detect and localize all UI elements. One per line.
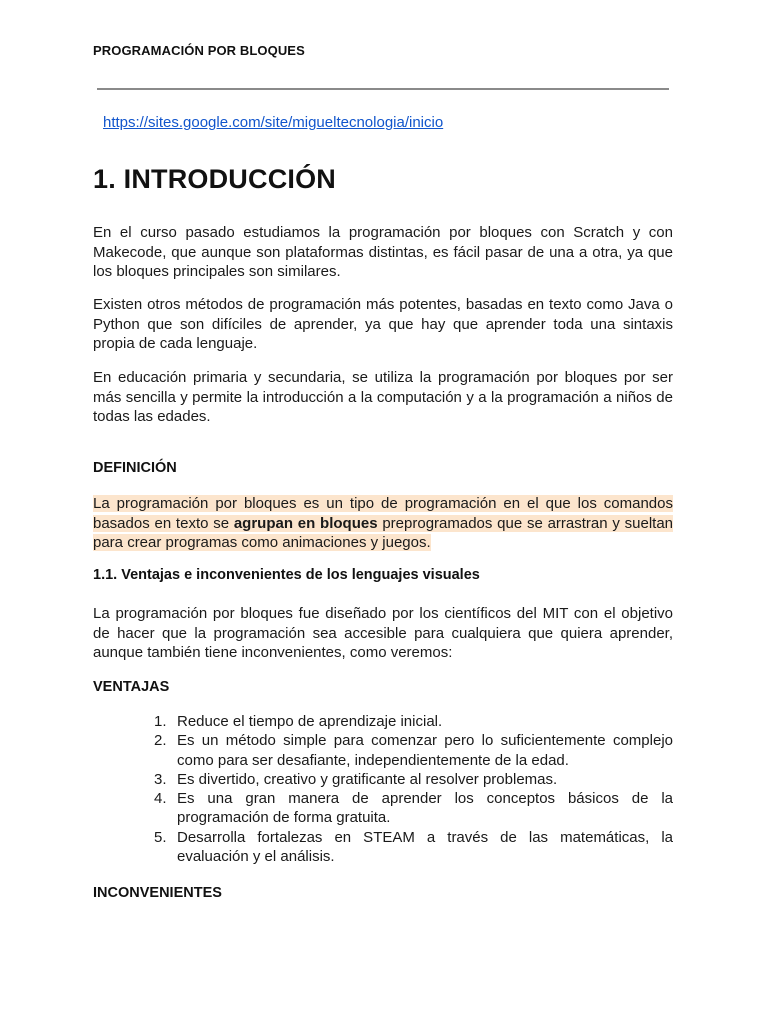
list-item-text: Reduce el tiempo de aprendizaje inicial. — [177, 713, 443, 730]
list-item-number: 5. — [154, 828, 167, 846]
subsection-paragraph: La programación por bloques fue diseñado por los científicos del MIT con el objetivo de hacer que la programación sea accesible para cualquiera que quiera aprender, aunque también tiene inconvenientes, como veremos: — [93, 605, 673, 661]
list-item-text: Es una gran manera de aprender los conceptos básicos de la programación de forma gratuita. — [177, 790, 673, 827]
page-header-title: PROGRAMACIÓN POR BLOQUES — [93, 43, 305, 58]
list-item-text: Es un método simple para comenzar pero lo suficientemente complejo como para ser desafiante, independientemente de la edad. — [177, 732, 673, 769]
inconvenientes-label: INCONVENIENTES — [93, 885, 222, 901]
definition-label: DEFINICIÓN — [93, 460, 177, 476]
list-item-number: 2. — [154, 732, 167, 750]
intro-paragraph-3: En educación primaria y secundaria, se utiliza la programación por bloques por ser más sencilla y permite la introducción a la computación y a la programación a niños de todas las edades. — [93, 369, 673, 425]
header-divider — [97, 88, 669, 90]
ventajas-list — [150, 712, 673, 866]
definition-text — [93, 494, 673, 553]
definition-text-after: preprogramados que se arrastran y sueltan para crear programas como animaciones y juegos. — [93, 514, 673, 551]
subsection-heading: 1.1. Ventajas e inconvenientes de los lenguajes visuales — [93, 567, 480, 583]
intro-paragraph-2: Existen otros métodos de programación más potentes, basadas en texto como Java o Python que son difíciles de aprender, ya que hay que aprender toda una sintaxis propia de cada lenguaje. — [93, 296, 673, 352]
list-item — [150, 828, 673, 867]
list-item-text: Es divertido, creativo y gratificante al resolver problemas. — [177, 770, 558, 788]
definition-text-before: La programación por bloques es un tipo de programación en el que los comandos basados en texto se — [93, 495, 673, 532]
site-link[interactable]: https://sites.google.com/site/migueltecnologia/inicio — [103, 114, 444, 131]
list-item — [150, 789, 673, 828]
list-item-number: 1. — [154, 713, 167, 730]
definition-text-bold: agrupan en bloques — [233, 514, 378, 532]
ventajas-label: VENTAJAS — [93, 679, 170, 695]
list-item — [150, 712, 673, 731]
list-item — [150, 731, 673, 770]
list-item-number: 3. — [154, 770, 167, 788]
intro-paragraph-1: En el curso pasado estudiamos la programación por bloques con Scratch y con Makecode, que aunque son plataformas distintas, es fácil pasar de una a otra, ya que los bloques principales son similares. — [93, 224, 673, 280]
list-item-number: 4. — [154, 790, 167, 808]
list-item — [150, 770, 673, 789]
list-item-text: Desarrolla fortalezas en STEAM a través de las matemáticas, la evaluación y el análisis. — [177, 828, 673, 866]
section-heading: 1. INTRODUCCIÓN — [93, 164, 337, 194]
